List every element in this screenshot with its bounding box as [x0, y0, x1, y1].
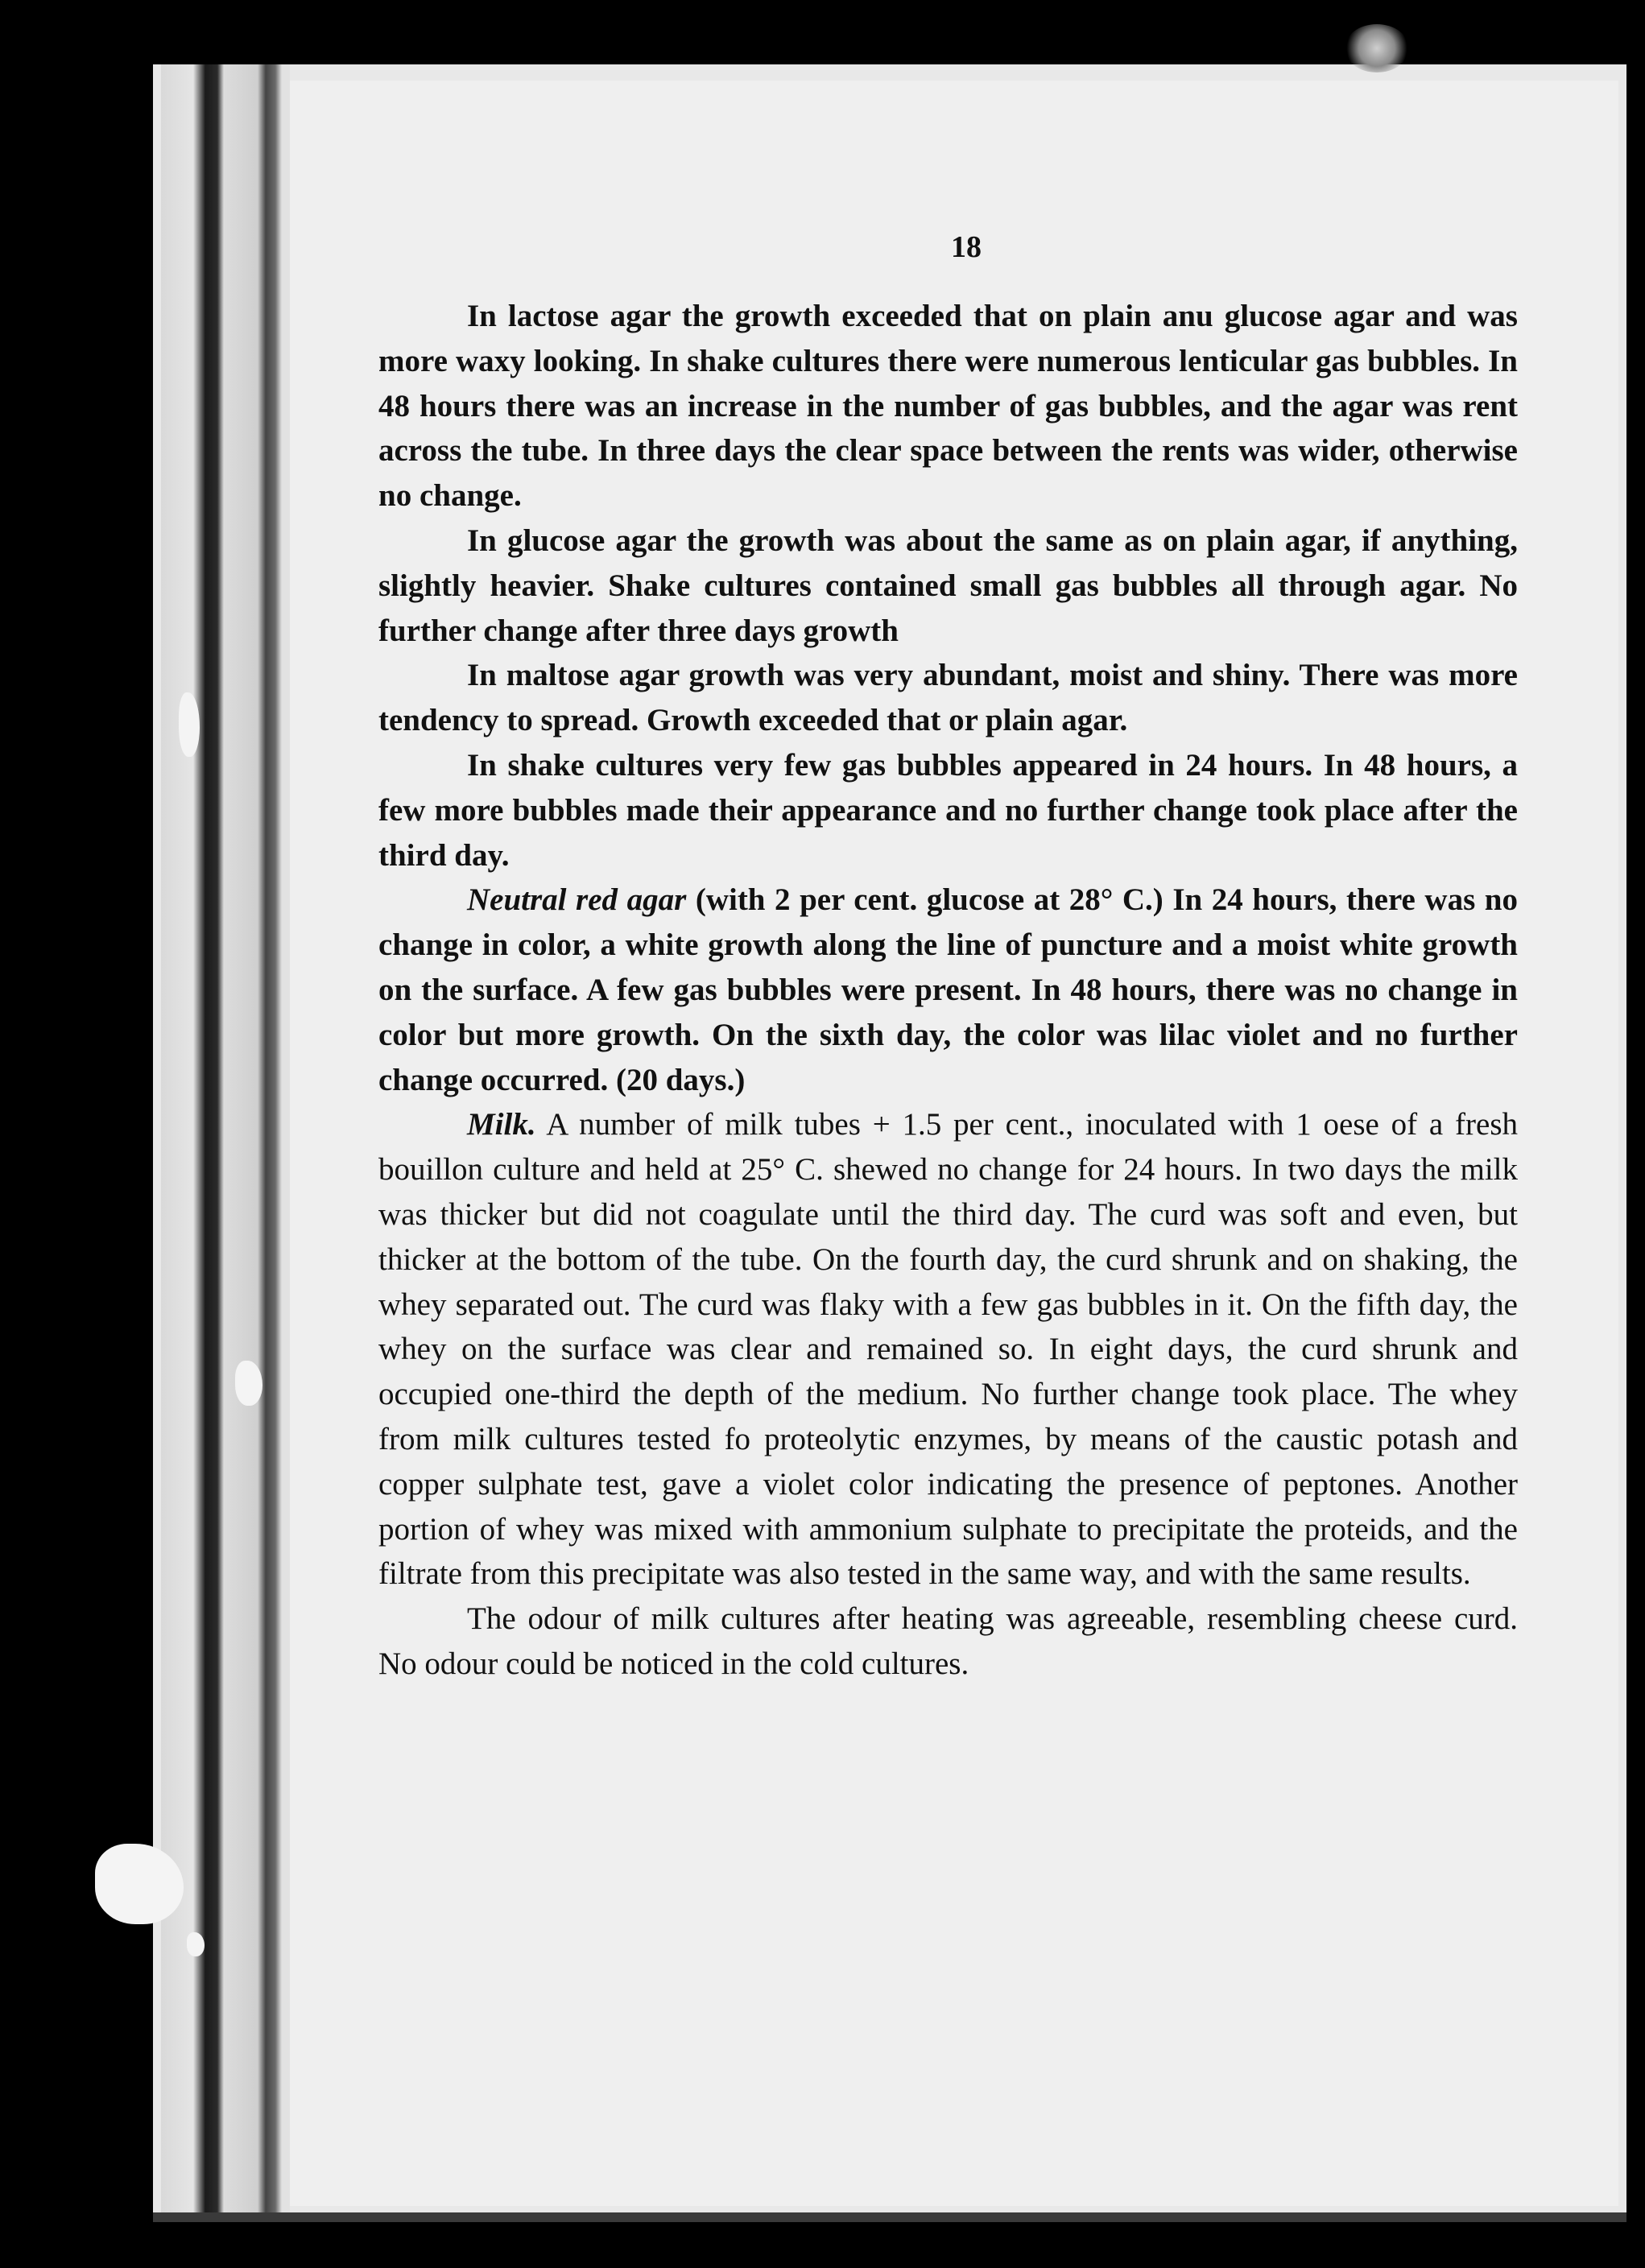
paragraph-lactose: In lactose agar the growth exceeded that on plain anu glucose agar and was more waxy looking. In shake cultures there were numerous lenticular gas bubbles. In 48 hours there was an increase in the number of gas bubbles, and the agar was rent across the tube. In three days the clear space between the rents was wider, otherwise no change.	[378, 299, 1518, 514]
paragraph-milk: Milk. A number of milk tubes + 1.5 per cent., inoculated with 1 oese of a fresh bouillon culture and held at 25° C. shewed no change for 24 hours. In two days the milk was thicker but did not coagulate until the third day. The curd was soft and even, but thicker at the bottom of the tube. On the fourth day, the curd shrunk and on shaking, the whey separated out. The curd was flaky with a few gas bubbles in it. On the fifth day, the whey on the surface was clear and remained so. In eight days, the curd shrunk and occupied one-third the depth of the medium. No further change took place. The whey from milk cultures tested fo proteolytic enzymes, by means of the caustic potash and copper sulphate test, gave a violet color indicating the presence of peptones. Another portion of whey was mixed with ammonium sulphate to precipitate the proteids, and the filtrate from this precipitate was also tested in the same way, and with the same results.	[378, 1107, 1518, 1592]
scan-glare	[1345, 24, 1409, 72]
paragraph-maltose: In maltose agar growth was very abundant, moist and shiny. There was more tendency to spread. Growth exceeded that or plain agar.	[378, 658, 1518, 738]
paragraph-glucose: In glucose agar the growth was about the same as on plain agar, if anything, slightly heavier. Shake cultures contained small gas bubbles all through agar. No further change after three days growth	[378, 523, 1518, 648]
paragraph-neutral-red-agar: Neutral red agar (with 2 per cent. glucose at 28° C.) In 24 hours, there was no change in color, a white growth along the line of puncture and a moist white growth on the surface. A few gas bubbles were present. In 48 hours, there was no change in color but more growth. On the sixth day, the color was lilac violet and no further change occurred. (20 days.)	[378, 882, 1518, 1097]
body-text	[378, 294, 1518, 1687]
paragraph-shake-cultures: In shake cultures very few gas bubbles appeared in 24 hours. In 48 hours, a few more bubbles made their appearance and no further change took place after the third day.	[378, 747, 1518, 873]
page-number: 18	[951, 230, 982, 264]
paper-damage-4	[187, 1932, 205, 1956]
paragraph-odour: The odour of milk cultures after heating was agreeable, resembling cheese curd. No odour could be noticed in the cold cultures.	[378, 1601, 1518, 1681]
page-bottom-edge	[153, 2212, 1626, 2222]
